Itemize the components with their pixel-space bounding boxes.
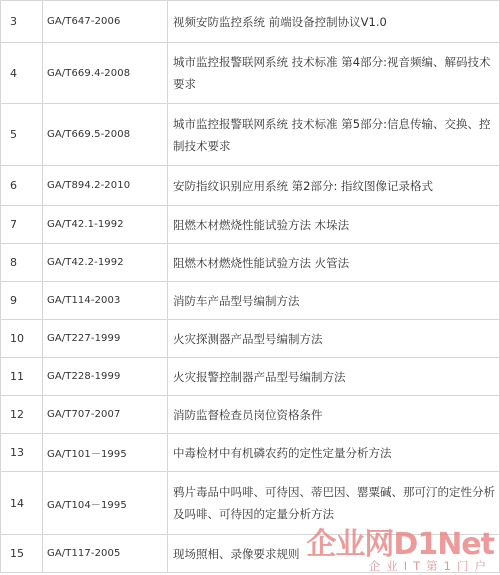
standard-code: GA/T117-2005: [43, 535, 168, 573]
table-row: [1, 396, 500, 434]
standard-code: GA/T42.1-1992: [43, 206, 168, 244]
row-number: 5: [1, 104, 43, 166]
table-row: [1, 166, 500, 206]
table-row: [1, 1, 500, 43]
standard-title: 城市监控报警联网系统 技术标准 第4部分:视音频编、解码技术要求: [168, 43, 500, 104]
row-number: 11: [1, 358, 43, 396]
standard-title: 阻燃木材燃烧性能试验方法 木垛法: [168, 206, 500, 244]
standard-code: GA/T669.5-2008: [43, 104, 168, 166]
standard-title: 火灾报警控制器产品型号编制方法: [168, 358, 500, 396]
standard-code: GA/T114-2003: [43, 282, 168, 320]
standard-title: 阻燃木材燃烧性能试验方法 火管法: [168, 244, 500, 282]
table-row: [1, 320, 500, 358]
watermark-logo: [302, 519, 498, 575]
table-row: [1, 244, 500, 282]
row-number: 12: [1, 396, 43, 434]
standard-title: 安防指纹识别应用系统 第2部分: 指纹图像记录格式: [168, 166, 500, 206]
table-row: [1, 434, 500, 472]
row-number: 6: [1, 166, 43, 206]
table-row: [1, 206, 500, 244]
table-row: [1, 358, 500, 396]
standard-code: GA/T228-1999: [43, 358, 168, 396]
standard-title: 视频安防监控系统 前端设备控制协议V1.0: [168, 1, 500, 43]
row-number: 9: [1, 282, 43, 320]
standard-title: 消防监督检查员岗位资格条件: [168, 396, 500, 434]
row-number: 10: [1, 320, 43, 358]
standard-title: 中毒检材中有机磷农药的定性定量分析方法: [168, 434, 500, 472]
row-number: 8: [1, 244, 43, 282]
row-number: 4: [1, 43, 43, 104]
standard-title: 消防车产品型号编制方法: [168, 282, 500, 320]
row-number: 14: [1, 472, 43, 535]
standard-title: 鸦片毒品中吗啡、可待因、蒂巴因、罂粟碱、那可汀的定性分析及吗啡、可待因的定量分析方法: [168, 472, 500, 535]
standard-title: 现场照相、录像要求规则: [168, 535, 500, 573]
table-row: [1, 104, 500, 166]
standard-code: GA/T42.2-1992: [43, 244, 168, 282]
standard-title: 火灾探测器产品型号编制方法: [168, 320, 500, 358]
watermark-main-text: 企业网D1Net: [306, 527, 494, 562]
table-row: [1, 282, 500, 320]
row-number: 13: [1, 434, 43, 472]
standard-code: GA/T104－1995: [43, 472, 168, 535]
row-number: 3: [1, 1, 43, 43]
row-number: 7: [1, 206, 43, 244]
standard-code: GA/T707-2007: [43, 396, 168, 434]
watermark-sub-text: 企业IT第1门户: [368, 559, 492, 573]
row-number: 15: [1, 535, 43, 573]
standard-code: GA/T669.4-2008: [43, 43, 168, 104]
standard-code: GA/T894.2-2010: [43, 166, 168, 206]
standard-code: GA/T101－1995: [43, 434, 168, 472]
standard-code: GA/T647-2006: [43, 1, 168, 43]
standard-title: 城市监控报警联网系统 技术标准 第5部分:信息传输、交换、控制技术要求: [168, 104, 500, 166]
standard-code: GA/T227-1999: [43, 320, 168, 358]
table-row: [1, 43, 500, 104]
